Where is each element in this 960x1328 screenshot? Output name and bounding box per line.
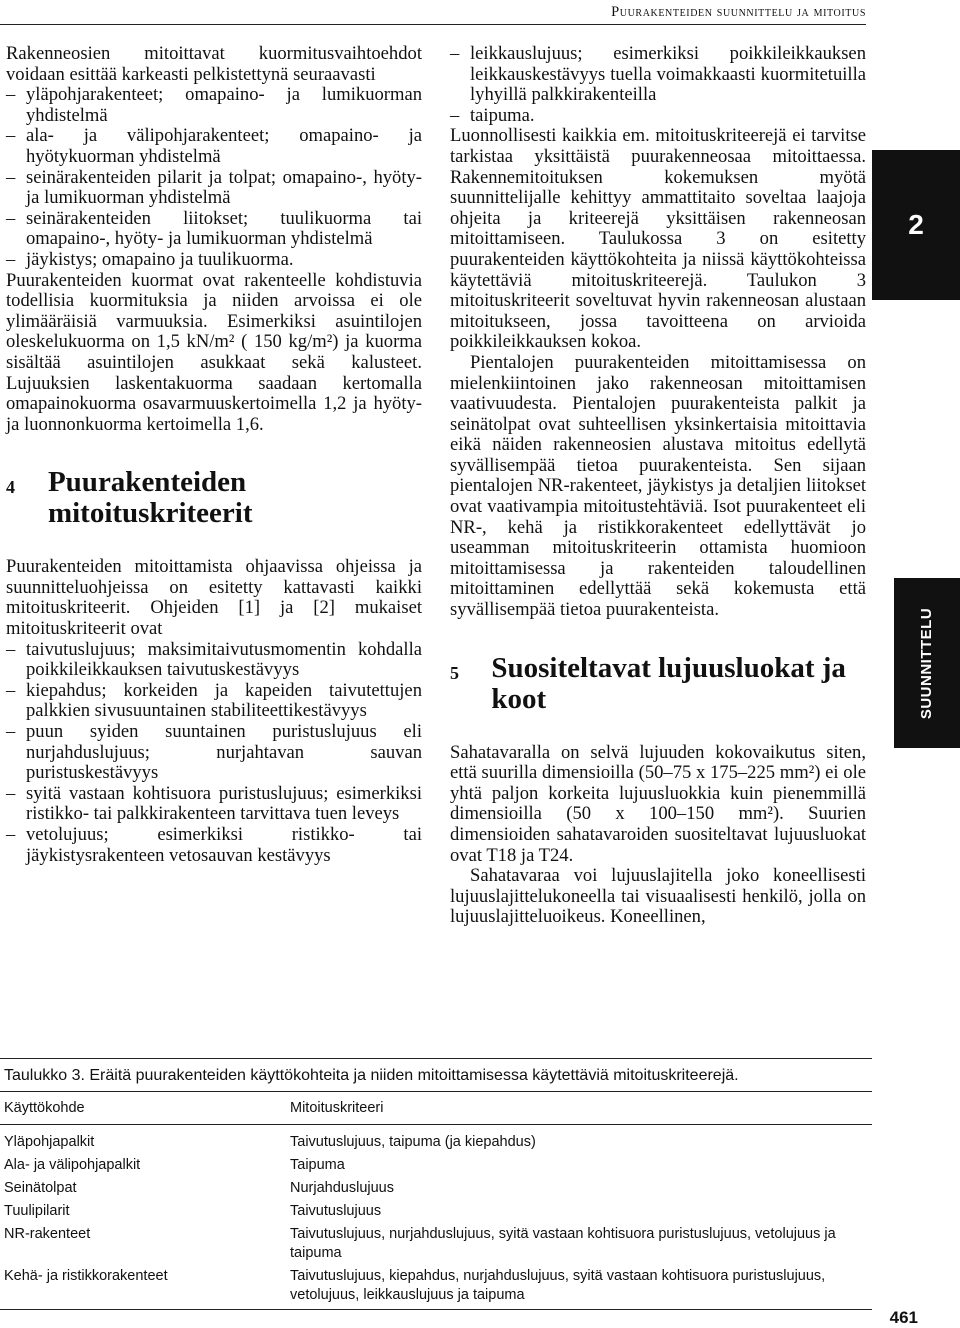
list-item: – kiepahdus; korkeiden ja kapeiden taivutettujen palkkien sivusuuntainen stabiliteettikestävyys: [6, 681, 422, 722]
grading-paragraph: Sahatavaraa voi lujuuslajitella joko koneellisesti lujuuslajittelukoneella tai visuaalisesti henkilö, jolla on lujuuslajitteluoikeus. Koneellinen,: [450, 865, 866, 928]
list-item: – ala- ja välipohjarakenteet; omapaino- ja hyötykuorman yhdistelmä: [6, 126, 422, 167]
table-top-rule: [0, 1058, 872, 1059]
list-item: – leikkauslujuus; esimerkiksi poikkileikkauksen leikkauskestävyys tuella voimakkaasti kuormitetuilla lyhyillä palkkirakenteilla: [450, 44, 866, 106]
section-title: Suositeltavat lujuusluokat ja koot: [491, 651, 846, 715]
list-item: – jäykistys; omapaino ja tuulikuorma.: [6, 250, 422, 271]
table-cell: Taivutuslujuus, nurjahduslujuus, syitä vastaan kohtisuora puristuslujuus, vetolujuus ja taipuma: [290, 1226, 836, 1261]
criteria-list: [6, 640, 422, 867]
table-row: [0, 1202, 872, 1221]
header-rule: [0, 24, 866, 25]
table-row: [0, 1156, 872, 1175]
section-tab-label: SUUNNITTELU: [918, 607, 936, 719]
column-header: Käyttökohde: [4, 1100, 85, 1116]
running-header: Puurakenteiden suunnittelu ja mitoitus: [611, 4, 866, 20]
list-item: – vetolujuus; esimerkiksi ristikko- tai jäykistysrakenteen vetosauvan kestävyys: [6, 825, 422, 866]
table-cell: Tuulipilarit: [4, 1203, 70, 1219]
left-column: [6, 44, 422, 866]
section-tab: [894, 578, 960, 748]
loads-paragraph: Puurakenteiden kuormat ovat rakenteelle kohdistuvia todellisia kuormituksia ja niiden arvoissa ei ole ylimääräisiä varmuuksia. Esimerkiksi asuintilojen oleskelukuorma on 1,5 kN/m² ( 150 kg/m²) ja kuorma sisältää asuintilojen asukkaat sekä kalusteet. Lujuuksien laskentakuorma saadaan kertomalla omapainokuorma osavarmuuskertoimella 1,2 ja hyöty- ja luonnonkuorma kertoimella 1,6.: [6, 269, 422, 435]
size-effect-paragraph: Sahatavaralla on selvä lujuuden kokovaikutus siten, että suurilla dimensioilla (50–75 x 175–225 mm²) ei ole yhtä paljon korkeita lujuusluokkia kuin pienemmillä dimensioilla (50 x 100–150 mm²). Suurien dimensioiden sahatavaroiden suositeltavat lujuusluokat ovat T18 ja T24.: [450, 741, 866, 866]
chapter-number: 2: [908, 209, 924, 240]
table-caption: Taulukko 3. Eräitä puurakenteiden käyttökohteita ja niiden mitoittamisessa käytettäviä mitoituskriteerejä.: [4, 1067, 739, 1084]
list-item: – puun syiden suuntainen puristuslujuus eli nurjahduslujuus; nurjahtavan sauvan puristuskestävyys: [6, 722, 422, 784]
section-5-heading: [450, 653, 866, 715]
list-item: – seinärakenteiden pilarit ja tolpat; omapaino-, hyöty- ja lumikuorman yhdistelmä: [6, 168, 422, 209]
list-item: – seinärakenteiden liitokset; tuulikuorma tai omapaino-, hyöty- ja lumikuorman yhdistelmä: [6, 209, 422, 250]
column-header: Mitoituskriteeri: [290, 1100, 384, 1116]
table-cell: Ala- ja välipohjapalkit: [4, 1157, 141, 1173]
criteria-intro-paragraph: Puurakenteiden mitoittamista ohjaavissa ohjeissa ja suunnitteluohjeissa on esitetty kattavasti kaikki mitoituskriteerit. Ohjeiden [1] ja [2] mukaiset mitoituskriteerit ovat: [6, 556, 422, 640]
table-row: [0, 1133, 872, 1152]
list-item: – yläpohjarakenteet; omapaino- ja lumikuorman yhdistelmä: [6, 85, 422, 126]
table-body: [0, 1133, 872, 1305]
criteria-table: [0, 1058, 872, 1310]
table-cell: Taivutuslujuus, kiepahdus, nurjahduslujuus, syitä vastaan kohtisuora puristuslujuus, vetolujuus, leikkauslujuus ja taipuma: [290, 1268, 826, 1303]
criteria-usage-paragraph: Luonnollisesti kaikkia em. mitoituskriteerejä ei tarvitse tarkistaa yksittäistä puurakenneosaa mitoittaessa. Rakennemitoituksen kokemuksen myötä suunnittelijalle kehittyy ammattitaito soveltaa laajoja ohjeita ja kriteerejä yksittäisen rakenneosan mitoittamiseen. Taulukossa 3 on esitetty puurakenteiden käyttökohteita ja niissä käyttökohteissa käytettäviä mitoituskriteerejä. Taulukon 3 mitoituskriteerit soveltuvat hyvin rakenneosan alustaan mitoitukseen, jossa tavoitteena on arvioida poikkileikkauksen kokoa.: [450, 125, 866, 353]
list-item: – syitä vastaan kohtisuora puristuslujuus; esimerkiksi ristikko- tai palkkirakenteen tarvittava tuen leveys: [6, 784, 422, 825]
criteria-list-continued: [450, 44, 866, 126]
table-cell: Kehä- ja ristikkorakenteet: [4, 1268, 168, 1284]
table-row: [0, 1267, 872, 1305]
table-bottom-rule: [0, 1309, 872, 1310]
table-row: [0, 1179, 872, 1198]
section-4-heading: [6, 467, 422, 529]
table-cell: Taivutuslujuus, taipuma (ja kiepahdus): [290, 1134, 536, 1150]
right-column: [450, 44, 866, 928]
table-cell: Taipuma: [290, 1157, 345, 1173]
table-cell: Seinätolpat: [4, 1180, 77, 1196]
table-cell: NR-rakenteet: [4, 1226, 91, 1242]
intro-paragraph: Rakenneosien mitoittavat kuormitusvaihtoehdot voidaan esittää karkeasti pelkistettynä seuraavasti: [6, 43, 422, 85]
section-number: 5: [450, 662, 459, 683]
list-item: – taipuma.: [450, 106, 866, 127]
section-title: Puurakenteiden mitoituskriteerit: [47, 466, 253, 530]
table-cell: Yläpohjapalkit: [4, 1134, 95, 1150]
detached-houses-paragraph: Pientalojen puurakenteiden mitoittamisessa on mielenkiintoinen jako rakenneosan mitoittamisen vaativuudesta. Pientalojen puurakenteista palkit ja seinätolpat ovat suhteellisen yksinkertaisia mitoittavia eikä näiden rakenneosien alustava mitoitus edellytä syvällisempää tietoa puurakenteista. Sen sijaan pientalojen NR-rakenteet, jäykistys ja detaljien liitokset ovat vaativampia mitoitustehtäviä. Isot puurakenteet eli NR-, kehä ja ristikkorakenteet edellyttävät jo useamman mitoituskriteerin ottamista huomioon mitoittamisessa ja rakenteiden taloudellinen mitoittaminen edellyttää sekä kokemusta että syvällisempää tietoa puurakenteista.: [450, 351, 866, 621]
section-number: 4: [6, 477, 15, 498]
list-item: – taivutuslujuus; maksimitaivutusmomentin kohdalla poikkileikkauksen taivutuskestävyys: [6, 640, 422, 681]
table-header-rule: [0, 1124, 872, 1125]
page-number: 461: [889, 1308, 918, 1327]
load-combination-list: [6, 85, 422, 270]
table-header-row: [0, 1092, 872, 1124]
table-row: [0, 1225, 872, 1263]
table-cell: Taivutuslujuus: [290, 1203, 382, 1219]
chapter-tab: [872, 150, 960, 300]
table-cell: Nurjahduslujuus: [290, 1180, 394, 1196]
